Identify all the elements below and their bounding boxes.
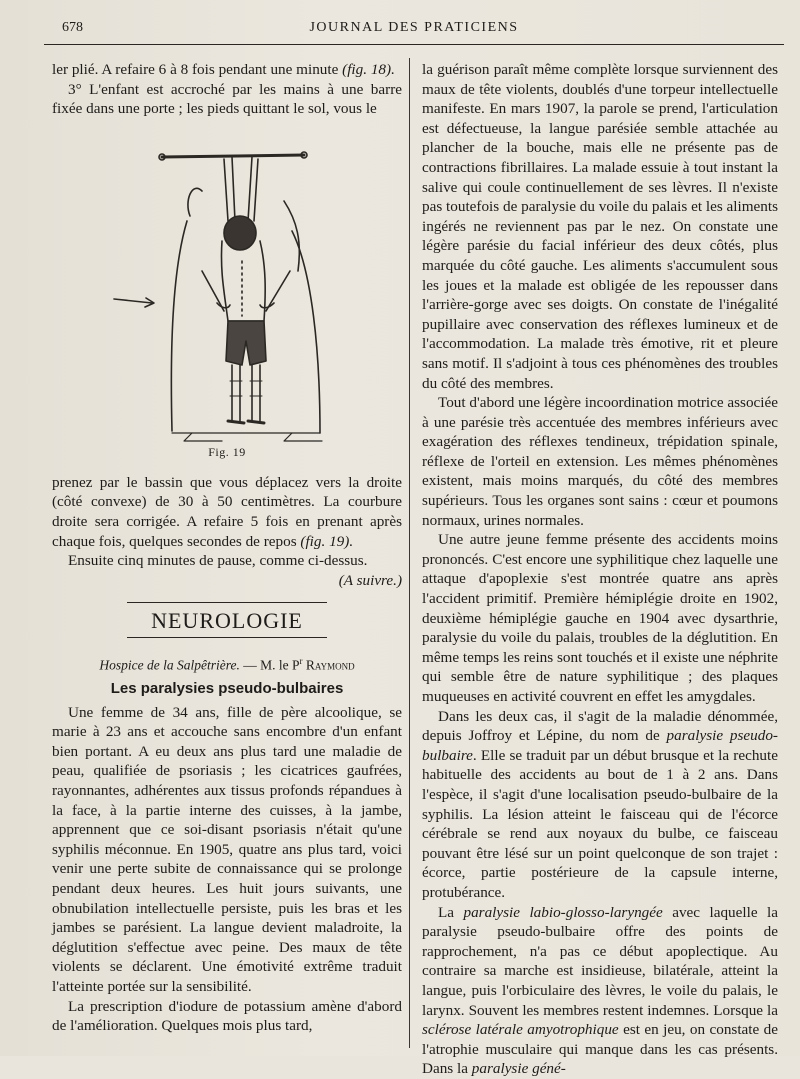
italic-term: paralysie labio-glosso-laryngée (463, 903, 663, 921)
paragraph (422, 903, 778, 1079)
text-run: . Elle se traduit par un début brusque et la rechute habituelle des accidents au bout de 1 à 2 ans. Dans l'espèce, il s'agit d'une localisation pseudo-bulbaire de la syphilis. La lésion atteint le faisceau qui de l'écorce cérébrale se rend aux noyaux du bulbe, ce faisceau pouvant être lésé sur un point quelconque de son trajet : écorce, partie postérieure de la capsule interne, protubérance. (422, 746, 778, 901)
paragraph (52, 60, 402, 80)
section-rule (127, 637, 327, 638)
paragraph (422, 707, 778, 903)
byline-separator: — M. le P (239, 657, 300, 673)
text-run: avec laquelle la paralysie pseudo-bulbaire offre des points de rapprochement, n'a pas ce début apoplectique. Au contraire sa marche est insidieuse, bilatérale, atteint la langue, puis l'orbiculaire des lèvres, le voile du palais, le larynx. Souvent les membres restent indemnes. Lorsque la (422, 903, 778, 1019)
byline (52, 652, 402, 675)
text-run: ler plié. A refaire 6 à 8 fois pendant une minute (52, 61, 339, 78)
paragraph: 3° L'enfant est accroché par les mains à une barre fixée dans une porte ; les pieds quittant le sol, vous le (52, 80, 402, 118)
paragraph (52, 473, 402, 551)
title-superscript: r (299, 655, 303, 666)
paragraph: La prescription d'iodure de potassium amène d'abord de l'amélioration. Quelques mois plus tard, (52, 997, 402, 1035)
hospice-name: Hospice de la Salpêtrière. (99, 657, 240, 673)
text-run: Dans les deux cas, il s'agit de la maladie dénommée, depuis Joffroy et Lépine, du nom de (422, 707, 778, 745)
text-run: La (438, 903, 464, 921)
figure-reference: (fig. 19). (300, 532, 354, 550)
paragraph: la guérison paraît même complète lorsque surviennent des maux de tête violents, doublés d'une torpeur intellectuelle manifeste. En mars 1907, la parole se prend, l'articulation est défectueuse, la langue parésiée semble attachée au plancher de la bouche, mais elle ne présente pas de contractions fibrillaires. La malade essuie à tout instant la salive qui coule continuellement de ses lèvres. Il n'existe pas toutefois de paralysie du voile du palais et les aliments ingérés ne reviennent pas par le nez. On constate une légère parésie du facial inférieur des deux côtés, plus marquée du côté gauche. Les aliments s'accumulent sous les joues et la malade est obligée de les repousser dans l'arrière-gorge avec ses doigts. On constate de l'inégalité pupillaire avec conservation des réflexes lumineux et de l'accommodation. La malade très émotive, rit et pleure sans motif. Il s'adjoint à tous ces phénomènes des troubles du côté des membres. (422, 61, 778, 392)
paragraph: Tout d'abord une légère incoordination motrice associée à une parésie très accentuée des membres inférieurs avec exagération des réflexes tendineux, trépidation spinale, réflexe de l'orteil en extension. Les mêmes phénomènes existent, mais moins marqués, du côté des membres supérieurs. Tous les organes sont sains : cœur et poumons normaux, urines normales. (422, 394, 778, 529)
right-column (422, 60, 778, 1079)
author-name: Raymond (302, 657, 355, 673)
italic-term: paralysie pseudo-bulbaire (422, 727, 778, 764)
child-hanging-illustration (52, 121, 402, 451)
text-run: prenez par le bassin que vous déplacez vers la droite (côté convexe) de 30 à 50 centimètres. La courbure droite sera corrigée. A refaire 5 fois en prenant après chaque fois, quelques secondes de repos (52, 473, 402, 550)
to-be-continued: (A suivre.) (338, 571, 402, 589)
italic-term: sclérose latérale amyotrophique (422, 1021, 619, 1039)
column-divider (409, 58, 410, 1048)
figure-reference: (fig. 18). (342, 61, 395, 78)
paragraph: Ensuite cinq minutes de pause, comme ci-dessus. (68, 552, 368, 570)
header-rule (44, 44, 784, 45)
figure-19 (52, 121, 402, 473)
article-title: Les paralysies pseudo-bulbaires (110, 680, 344, 698)
page-number: 678 (62, 20, 83, 35)
text-run: est en jeu, on constate de l'atrophie musculaire qui manque dans les cas présents. Dans la (422, 1021, 778, 1078)
paragraph: Une autre jeune femme présente des accidents moins prononcés. C'est encore une syphilitique chez laquelle une attaque d'apoplexie s'est montrée quatre ans après l'accident primitif. Première hémiplégie droite en 1902, deuxième hémiplégie gauche en 1904 avec dysarthrie, paralysie du voile du palais, troubles de la déglutition. En même temps les reins sont touchés et il existe une néphrite qui semble être de nature syphilitique ; des plaques muqueuses en activité couvrent en effet les amygdales. (422, 531, 778, 705)
paragraph: Une femme de 34 ans, fille de père alcoolique, se marie à 23 ans et accouche sans encombre d'un enfant bien portant. A eu deux ans plus tard une maladie de peau, qualifiée de psoriasis ; les cicatrices gaufrées, rayonnantes, adhérentes aux tissus profonds répandues à la face, à la partie interne des cuisses, à la jambe, apprennent que ce soi-disant psoriasis n'était qu'une syphilis méconnue. En 1905, quatre ans plus tard, voici venir une perte subite de connaissance qui se prolonge pendant deux heures. Les huit jours suivants, une obnubilation intellectuelle persiste, puis les bras et les jambes se parésient. La langue devient maladroite, la déglutition s'effectue avec peine. Des maux de tête violents se déclarent. Une émotivité extrême traduit l'atteinte portée sur la sensibilité. (52, 703, 402, 995)
left-column (52, 60, 402, 1036)
section-title: NEUROLOGIE (151, 608, 303, 634)
running-title: JOURNAL DES PRATICIENS (309, 20, 519, 35)
page-header (44, 20, 784, 42)
section-rule (127, 602, 327, 603)
italic-term: paralysie géné- (471, 1060, 566, 1078)
figure-caption: Fig. 19 (208, 444, 246, 459)
